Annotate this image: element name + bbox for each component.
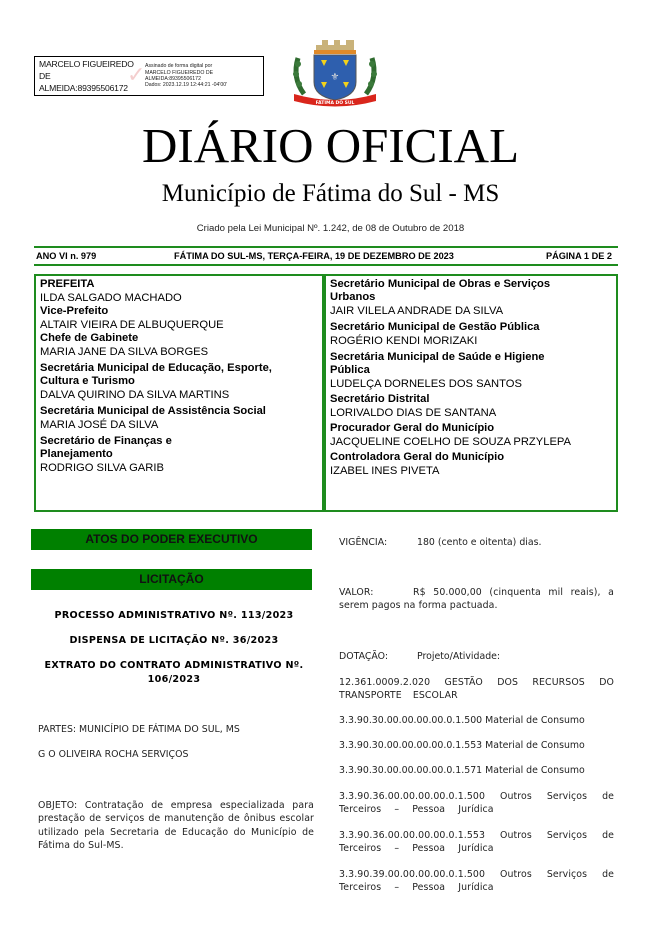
contract-extract-line2: 106/2023	[147, 674, 201, 685]
staff-column-left	[34, 274, 324, 512]
signature-details	[127, 62, 228, 89]
waiver-number-heading: DISPENSA DE LICITAÇÃO Nº. 36/2023	[69, 635, 279, 646]
staff-role: Chefe de Gabinete	[40, 332, 139, 344]
staff-name: JACQUELINE COELHO DE SOUZA PRZYLEPA	[330, 436, 572, 448]
section-header-executive-acts: ATOS DO PODER EXECUTIVO	[31, 529, 312, 550]
edition-place-date: FÁTIMA DO SUL-MS, TERÇA-FEIRA, 19 DE DEZEMBRO DE 2023	[174, 251, 454, 261]
validity-value: 180 (cento e oitenta) dias.	[417, 537, 542, 548]
staff-name: RODRIGO SILVA GARIB	[40, 462, 164, 474]
staff-name: ALTAIR VIEIRA DE ALBUQUERQUE	[40, 319, 224, 331]
budget-line: 3.3.90.39.00.00.00.00.0.1.500 Outros Serviços de Terceiros – Pessoa Jurídica	[339, 869, 614, 894]
project-activity: 12.361.0009.2.020 GESTÃO DOS RECURSOS DO TRANSPORTE ESCOLAR	[339, 677, 614, 702]
validity-label: VIGÊNCIA:	[339, 537, 388, 548]
signer-name-line1: MARCELO FIGUEIREDO DE	[39, 59, 134, 81]
staff-role: Secretário de Finanças e Planejamento	[40, 435, 172, 460]
municipality-subtitle: Município de Fátima do Sul - MS	[161, 180, 500, 207]
staff-role: PREFEITA	[40, 278, 95, 290]
administration-staff-box	[34, 274, 618, 512]
parties-line1: PARTES: MUNICÍPIO DE FÁTIMA DO SUL, MS	[38, 724, 240, 735]
staff-name: LUDELÇA DORNELES DOS SANTOS	[330, 378, 522, 390]
staff-column-right	[324, 274, 618, 512]
allocation-row	[339, 651, 614, 662]
svg-text:⚜: ⚜	[330, 72, 340, 83]
staff-role: Secretária Municipal de Saúde e Higiene Pública	[330, 351, 545, 376]
staff-role: Secretário Distrital	[330, 393, 430, 405]
staff-role: Secretária Municipal de Assistência Social	[40, 405, 266, 417]
validity-row	[339, 537, 614, 548]
creation-law-note: Criado pela Lei Municipal Nº. 1.242, de 08 de Outubro de 2018	[196, 223, 465, 234]
staff-role: Procurador Geral do Município	[330, 422, 495, 434]
budget-line: 3.3.90.30.00.00.00.00.0.1.571 Material de Consumo	[339, 765, 585, 776]
signature-detail-line: Dados: 2023.12.19 12:44:21 -04'00'	[145, 82, 228, 89]
edition-bar	[34, 246, 618, 266]
process-number-heading: PROCESSO ADMINISTRATIVO Nº. 113/2023	[54, 610, 294, 621]
svg-text:FÁTIMA DO SUL: FÁTIMA DO SUL	[315, 101, 355, 106]
staff-name: MARIA JANE DA SILVA BORGES	[40, 346, 209, 358]
budget-line: 3.3.90.30.00.00.00.00.0.1.553 Material de Consumo	[339, 740, 585, 751]
digital-signature-box	[34, 56, 264, 96]
contract-extract-line1: EXTRATO DO CONTRATO ADMINISTRATIVO Nº.	[44, 660, 304, 671]
signature-detail-line: MARCELO FIGUEIREDO DE	[145, 69, 214, 76]
section-header-bidding: LICITAÇÃO	[31, 569, 312, 590]
staff-role: Secretário Municipal de Obras e Serviços Urbanos	[330, 278, 551, 303]
staff-name: MARIA JOSÉ DA SILVA	[40, 419, 159, 431]
value-label: VALOR:	[339, 587, 374, 598]
staff-role: Secretária Municipal de Educação, Esporte, Cultura e Turismo	[40, 362, 272, 387]
newspaper-title: DIÁRIO OFICIAL	[142, 118, 519, 173]
contract-object-paragraph: OBJETO: Contratação de empresa especializada para prestação de serviços de manutenção de ônibus escolar utilizado pela Secretaria de Educação do Município de Fátima do Sul-MS.	[38, 800, 314, 852]
signer-name-line2: ALMEIDA:89395506172	[39, 83, 128, 93]
staff-name: LORIVALDO DIAS DE SANTANA	[330, 407, 497, 419]
allocation-label: DOTAÇÃO:	[339, 651, 389, 662]
coat-of-arms-icon	[288, 38, 382, 108]
budget-line: 3.3.90.36.00.00.00.00.0.1.553 Outros Serviços de Terceiros – Pessoa Jurídica	[339, 830, 614, 855]
value-value: R$ 50.000,00 (cinquenta mil reais), a serem pagos na forma pactuada.	[339, 587, 614, 612]
staff-name: JAIR VILELA ANDRADE DA SILVA	[330, 305, 504, 317]
parties-line2: G O OLIVEIRA ROCHA SERVIÇOS	[38, 749, 189, 760]
signature-detail-line: ALMEIDA:89395506172	[145, 76, 201, 82]
budget-line: 3.3.90.30.00.00.00.00.0.1.500 Material de Consumo	[339, 715, 585, 726]
signature-detail-line: Assinado de forma digital por	[145, 63, 213, 70]
value-row	[339, 586, 614, 613]
contract-extract-heading	[34, 659, 314, 687]
page-indicator: PÁGINA 1 DE 2	[545, 251, 612, 261]
staff-role: Controladora Geral do Município	[330, 451, 505, 463]
allocation-value: Projeto/Atividade:	[417, 651, 501, 662]
staff-name: IZABEL INES PIVETA	[330, 465, 440, 477]
staff-role: Secretário Municipal de Gestão Pública	[330, 321, 540, 333]
staff-name: DALVA QUIRINO DA SILVA MARTINS	[40, 389, 230, 401]
edition-number: ANO VI n. 979	[36, 251, 97, 261]
staff-name: ROGÉRIO KENDI MORIZAKI	[330, 335, 478, 347]
staff-name: ILDA SALGADO MACHADO	[40, 292, 182, 304]
staff-role: Vice-Prefeito	[40, 305, 109, 317]
budget-line: 3.3.90.36.00.00.00.00.0.1.500 Outros Serviços de Terceiros – Pessoa Jurídica	[339, 791, 614, 816]
pdf-signature-watermark-icon: ✓	[127, 62, 146, 88]
